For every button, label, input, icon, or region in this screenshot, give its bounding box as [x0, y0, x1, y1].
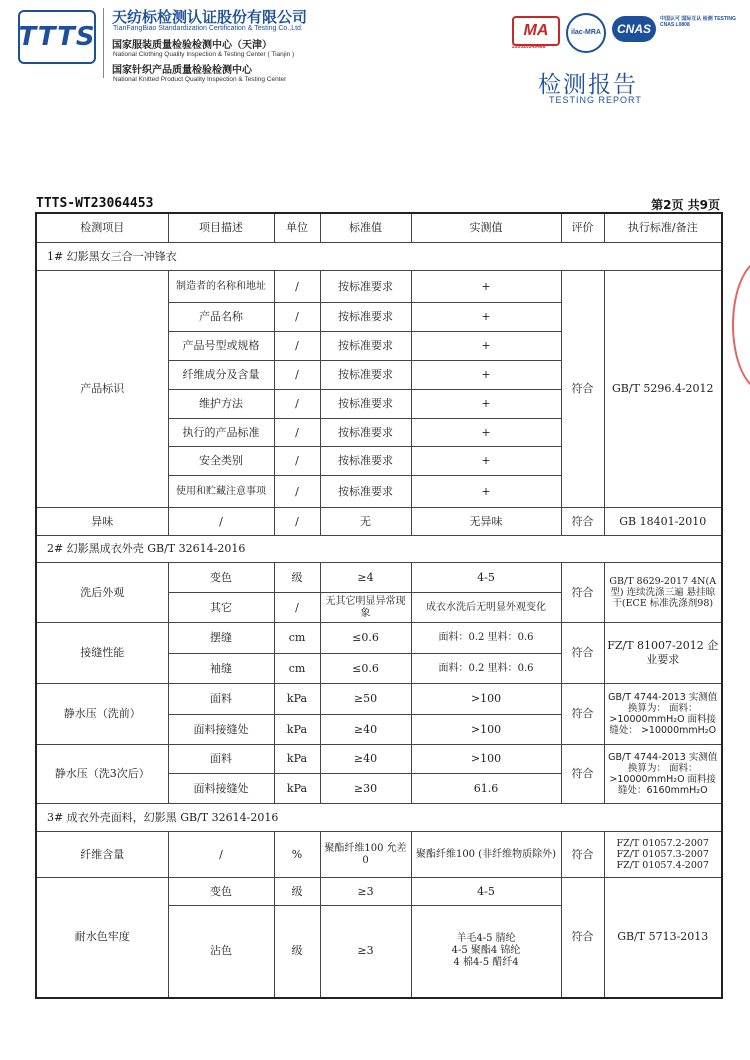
- measured: +: [411, 419, 561, 447]
- unit: /: [274, 271, 320, 303]
- section-row: [36, 243, 722, 271]
- measured: +: [411, 447, 561, 476]
- evaluation: 符合: [561, 745, 604, 804]
- measured: +: [411, 476, 561, 508]
- standard: ≥3: [320, 878, 411, 906]
- col-header: 标准值: [320, 213, 411, 243]
- col-header: 评价: [561, 213, 604, 243]
- measured: 4-5: [411, 563, 561, 593]
- measured: >100: [411, 684, 561, 715]
- seal-stamp: [732, 258, 750, 392]
- item-desc: 沾色: [168, 906, 274, 998]
- section-row: [36, 804, 722, 832]
- col-header: 单位: [274, 213, 320, 243]
- measured: +: [411, 303, 561, 332]
- standard: ≥40: [320, 715, 411, 745]
- header-divider: [103, 8, 104, 78]
- evaluation: 符合: [561, 832, 604, 878]
- measured: +: [411, 361, 561, 390]
- unit: kPa: [274, 745, 320, 774]
- standard-note: GB/T 4744-2013 实测值换算为： 面料：>10000mmH₂O 面料接缝处：6160mmH₂O: [604, 745, 722, 804]
- measured: +: [411, 332, 561, 361]
- center1-name: 国家服装质量检验检测中心（天津）: [112, 40, 272, 51]
- standard: ≥40: [320, 745, 411, 774]
- standard-note: GB/T 5296.4-2012: [604, 271, 722, 508]
- standard: ≥30: [320, 774, 411, 804]
- item-desc: 其它: [168, 593, 274, 623]
- unit: /: [274, 332, 320, 361]
- company-logo: TTTS: [18, 10, 96, 64]
- unit: cm: [274, 623, 320, 654]
- table-row: [36, 623, 722, 654]
- item-desc: 维护方法: [168, 390, 274, 419]
- unit: /: [274, 419, 320, 447]
- item-name: 洗后外观: [36, 563, 168, 623]
- table-row: [36, 878, 722, 906]
- item-desc: 使用和贮藏注意事项: [168, 476, 274, 508]
- item-desc: /: [168, 508, 274, 536]
- report-title-en: TESTING REPORT: [549, 95, 642, 105]
- item-desc: 面料接缝处: [168, 774, 274, 804]
- unit: %: [274, 832, 320, 878]
- unit: /: [274, 508, 320, 536]
- item-name: 接缝性能: [36, 623, 168, 684]
- measured: +: [411, 390, 561, 419]
- standard-note: GB 18401-2010: [604, 508, 722, 536]
- unit: /: [274, 447, 320, 476]
- evaluation: 符合: [561, 271, 604, 508]
- table-row: [36, 563, 722, 593]
- cma-number: 230020349466: [512, 44, 546, 50]
- item-desc: /: [168, 832, 274, 878]
- cma-mark: MA: [512, 16, 560, 46]
- center2-name-en: National Knitted Product Quality Inspection & Testing Center: [113, 76, 287, 83]
- standard: ≥3: [320, 906, 411, 998]
- table-row: [36, 832, 722, 878]
- item-desc: 产品号型或规格: [168, 332, 274, 361]
- section-title: 1# 幻影黑女三合一冲锋衣: [36, 243, 722, 271]
- unit: /: [274, 361, 320, 390]
- standard: 按标准要求: [320, 271, 411, 303]
- item-desc: 执行的产品标准: [168, 419, 274, 447]
- unit: cm: [274, 654, 320, 684]
- standard-note: FZ/T 01057.2-2007 FZ/T 01057.3-2007 FZ/T 01057.4-2007: [604, 832, 722, 878]
- item-desc: 安全类别: [168, 447, 274, 476]
- item-name: 产品标识: [36, 271, 168, 508]
- table-row: [36, 271, 722, 303]
- item-desc: 纤维成分及含量: [168, 361, 274, 390]
- unit: 级: [274, 563, 320, 593]
- item-desc: 摆缝: [168, 623, 274, 654]
- item-desc: 袖缝: [168, 654, 274, 684]
- standard: 聚酯纤维100 允差0: [320, 832, 411, 878]
- unit: /: [274, 593, 320, 623]
- standard: ≥4: [320, 563, 411, 593]
- item-name: 纤维含量: [36, 832, 168, 878]
- standard: ≤0.6: [320, 654, 411, 684]
- standard: 无: [320, 508, 411, 536]
- item-desc: 变色: [168, 563, 274, 593]
- table-row: [36, 745, 722, 774]
- measured: 面料：0.2 里料：0.6: [411, 623, 561, 654]
- standard-note: GB/T 4744-2013 实测值换算为： 面料：>10000mmH₂O 面料接缝处： >10000mmH₂O: [604, 684, 722, 745]
- item-desc: 制造者的名称和地址: [168, 271, 274, 303]
- measured: +: [411, 271, 561, 303]
- evaluation: 符合: [561, 878, 604, 998]
- standard: 按标准要求: [320, 303, 411, 332]
- standard-note: GB/T 8629-2017 4N(A型) 连续洗涤三遍 悬挂晾干(ECE 标准洗涤剂98): [604, 563, 722, 623]
- measured: 成衣水洗后无明显外观变化: [411, 593, 561, 623]
- unit: kPa: [274, 774, 320, 804]
- standard: 按标准要求: [320, 390, 411, 419]
- item-desc: 面料: [168, 684, 274, 715]
- standard: 按标准要求: [320, 476, 411, 508]
- section-title: 3# 成衣外壳面料，幻影黑 GB/T 32614-2016: [36, 804, 722, 832]
- item-desc: 产品名称: [168, 303, 274, 332]
- company-name-en: TianFangBiao Standardization Certification & Testing Co.,Ltd.: [113, 25, 303, 32]
- unit: /: [274, 303, 320, 332]
- measured: 羊毛4-5 腈纶4-5 聚酯4 锦纶4 棉4-5 醋纤4: [411, 906, 561, 998]
- standard: 按标准要求: [320, 419, 411, 447]
- unit: /: [274, 390, 320, 419]
- item-desc: 面料: [168, 745, 274, 774]
- cnas-text: 中国认可 国际互认 检测 TESTING CNAS L0808: [660, 16, 736, 28]
- item-name: 静水压（洗前）: [36, 684, 168, 745]
- measured: 61.6: [411, 774, 561, 804]
- measured: >100: [411, 745, 561, 774]
- standard-note: FZ/T 81007-2012 企业要求: [604, 623, 722, 684]
- unit: 级: [274, 878, 320, 906]
- evaluation: 符合: [561, 563, 604, 623]
- center2-name: 国家针织产品质量检验检测中心: [112, 65, 252, 76]
- evaluation: 符合: [561, 508, 604, 536]
- report-number: TTTS-WT23064453: [36, 196, 154, 211]
- ilac-mra-mark: ilac-MRA: [566, 13, 606, 53]
- table-header-row: [36, 213, 722, 243]
- col-header: 检测项目: [36, 213, 168, 243]
- standard: 按标准要求: [320, 447, 411, 476]
- measured: 无异味: [411, 508, 561, 536]
- evaluation: 符合: [561, 623, 604, 684]
- unit: kPa: [274, 715, 320, 745]
- unit: kPa: [274, 684, 320, 715]
- item-name: 耐水色牢度: [36, 878, 168, 998]
- table-row: [36, 684, 722, 715]
- section-row: [36, 536, 722, 563]
- center1-name-en: National Clothing Quality Inspection & Testing Center ( Tianjin ): [113, 51, 295, 58]
- item-desc: 变色: [168, 878, 274, 906]
- standard: 按标准要求: [320, 332, 411, 361]
- report-title: 检测报告: [538, 72, 638, 98]
- standard-note: GB/T 5713-2013: [604, 878, 722, 998]
- table-row: [36, 508, 722, 536]
- unit: /: [274, 476, 320, 508]
- item-desc: 面料接缝处: [168, 715, 274, 745]
- section-title: 2# 幻影黑成衣外壳 GB/T 32614-2016: [36, 536, 722, 563]
- measured: 聚酯纤维100 (非纤维物质除外): [411, 832, 561, 878]
- standard: ≤0.6: [320, 623, 411, 654]
- measured: 面料：0.2 里料：0.6: [411, 654, 561, 684]
- test-results-table: [35, 212, 723, 999]
- page-indicator: 第2页 共9页: [651, 198, 720, 212]
- evaluation: 符合: [561, 684, 604, 745]
- measured: >100: [411, 715, 561, 745]
- measured: 4-5: [411, 878, 561, 906]
- item-name: 异味: [36, 508, 168, 536]
- col-header: 项目描述: [168, 213, 274, 243]
- item-name: 静水压（洗3次后）: [36, 745, 168, 804]
- col-header: 执行标准/备注: [604, 213, 722, 243]
- unit: 级: [274, 906, 320, 998]
- cnas-mark: CNAS: [612, 16, 656, 42]
- standard: ≥50: [320, 684, 411, 715]
- col-header: 实测值: [411, 213, 561, 243]
- standard: 无其它明显异常现象: [320, 593, 411, 623]
- standard: 按标准要求: [320, 361, 411, 390]
- company-name: 天纺标检测认证股份有限公司: [112, 8, 308, 26]
